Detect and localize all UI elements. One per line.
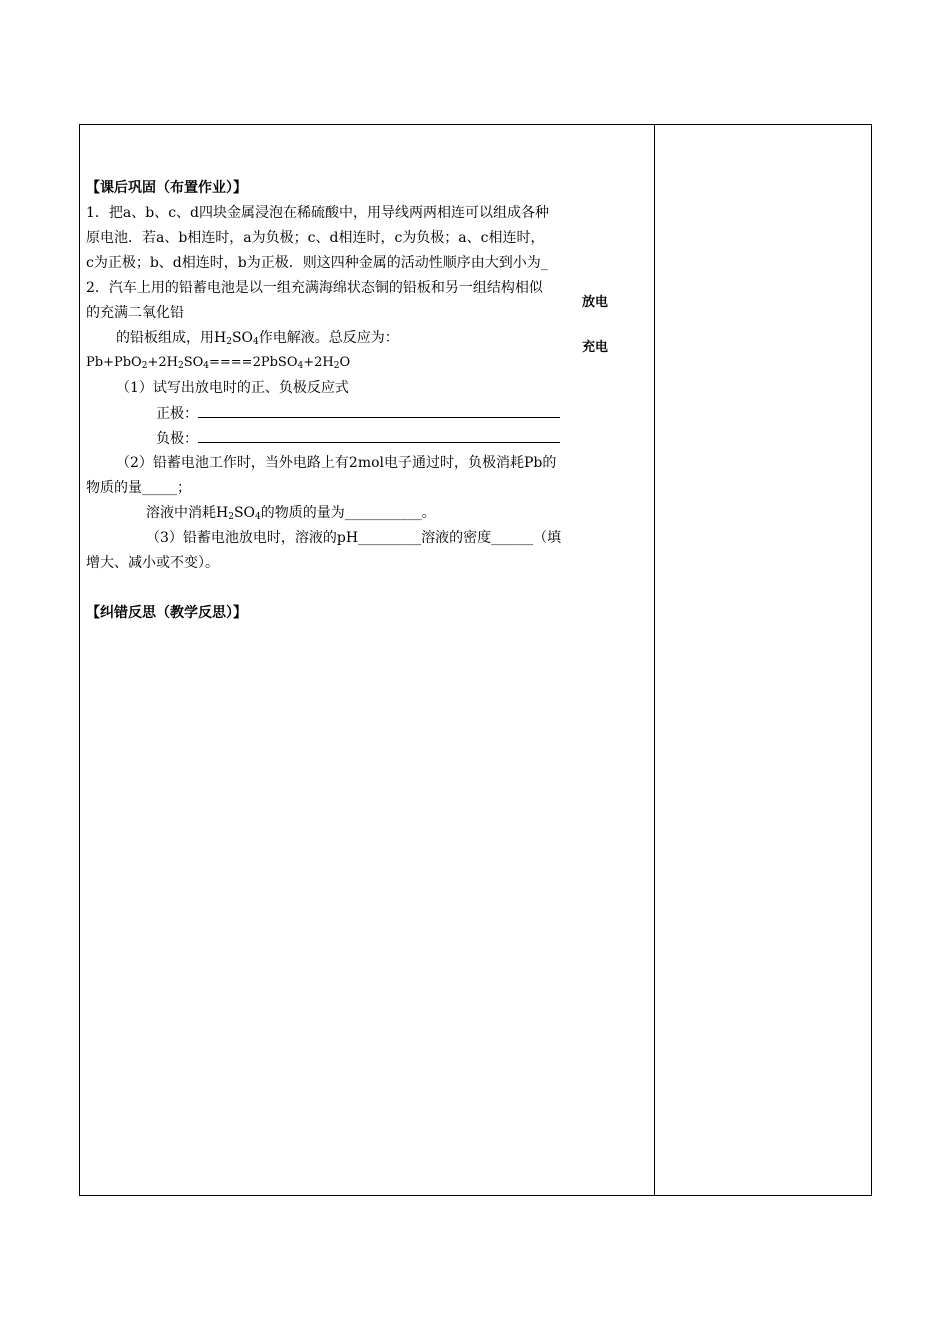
total-reaction-equation: $Pb+PbO_2+2H_2SO_4====2PbSO_4+2H_2O$	[86, 355, 351, 371]
sub-question-2-line-3: 溶液中消耗$H_2SO_4$的物质的量为___________。	[146, 505, 436, 522]
charge-label: 充电	[582, 340, 609, 355]
negative-electrode-row: 负极：	[156, 428, 560, 449]
sub-question-3-line-2: 增大、减小或不变）。	[86, 555, 219, 571]
negative-electrode-blank[interactable]	[198, 428, 560, 443]
section-heading-homework: 【课后巩固（布置作业）】	[86, 180, 247, 196]
sub-question-2-line-1: （2）铅蓄电池工作时，当外电路上有2mol电子通过时，负极消耗Pb的	[116, 455, 557, 471]
question-2-line-3: 的铅板组成，用$H_2SO_4$作电解液。总反应为：	[116, 330, 399, 347]
sub-question-2-line-2: 物质的量_____；	[86, 480, 191, 496]
discharge-label: 放电	[582, 295, 609, 310]
question-2-line-1: 2．汽车上用的铅蓄电池是以一组充满海绵状态铜的铅板和另一组结构相似	[86, 280, 543, 296]
sub-question-1: （1）试写出放电时的正、负极反应式	[116, 380, 349, 396]
question-1-line-1: 1．把a、b、c、d四块金属浸泡在稀硫酸中，用导线两两相连可以组成各种	[86, 205, 550, 221]
question-1-line-2: 原电池．若a、b相连时，a为负极；c、d相连时，c为负极；a、c相连时，	[86, 230, 545, 246]
section-heading-reflection: 【纠错反思（教学反思）】	[86, 605, 247, 621]
question-2-line-2: 的充满二氧化铅	[86, 305, 184, 321]
positive-electrode-row: 正极：	[156, 403, 560, 424]
column-divider	[654, 124, 655, 1196]
sub-question-3-line-1: （3）铅蓄电池放电时，溶液的pH_________溶液的密度______（填	[146, 530, 562, 546]
positive-electrode-blank[interactable]	[198, 403, 560, 418]
question-1-line-3: c为正极；b、d相连时，b为正极．则这四种金属的活动性顺序由大到小为_	[86, 255, 548, 271]
